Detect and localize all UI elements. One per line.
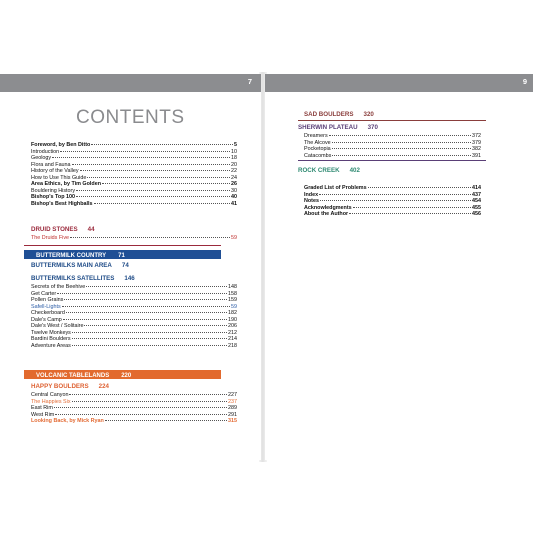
toc-entry-page: 24 [231, 174, 237, 181]
dot-leader [319, 194, 471, 195]
section-name: BUTTERMILK COUNTRY [36, 253, 107, 260]
toc-entry-title: The Druids Five [31, 235, 70, 241]
toc-entry-page: 237 [228, 398, 237, 405]
dot-leader [55, 414, 227, 415]
toc-entry-page: 289 [228, 405, 237, 411]
toc-entry-page: 40 [231, 194, 237, 200]
section-divider [298, 160, 486, 161]
toc-entry [31, 201, 237, 208]
dot-leader [54, 407, 227, 408]
right-page [265, 74, 533, 460]
section-heading-druid-stones [31, 226, 95, 233]
toc-entry-title: Notes [304, 198, 319, 204]
toc-entry-page: 379 [472, 139, 481, 146]
dot-leader [76, 196, 230, 197]
section-page: 370 [367, 124, 378, 131]
section-name: SAD BOULDERS [304, 111, 354, 118]
section-heading-buttermilks-main [31, 262, 129, 269]
section-name: SHERWIN PLATEAU [298, 124, 358, 131]
toc-entry-title: The Happies Six [31, 398, 71, 405]
toc-entry-title: The Alcove [304, 139, 331, 146]
toc-entry-title: Dale's Camp [31, 316, 62, 323]
dot-leader [69, 394, 227, 395]
toc-entry-page: 455 [472, 204, 481, 211]
toc-entry-page: 5 [234, 142, 237, 148]
toc-entry-title: Geology [31, 155, 52, 161]
section-page: 220 [121, 373, 132, 380]
toc-entry-page: 391 [472, 152, 481, 159]
toc-entry-title: Index [304, 191, 319, 198]
dot-leader [66, 312, 227, 313]
section-divider [24, 245, 221, 246]
toc-entry-title: Bouldering History [31, 187, 76, 194]
dot-leader [80, 170, 230, 171]
toc-entry-title: Central Canyon [31, 392, 69, 398]
dot-leader [72, 164, 230, 165]
toc-entry-title: Looking Back, by Mick Ryan [31, 418, 104, 424]
dot-leader [63, 319, 227, 320]
toc-entry-title: Adventure Areas [31, 342, 71, 349]
toc-entry-title: How to Use This Guide [31, 174, 87, 181]
toc-entry-page: 372 [472, 133, 481, 139]
toc-entry-title: History of the Valley [31, 168, 79, 174]
toc-entry-title: Pocketopia [304, 146, 331, 152]
dot-leader [87, 177, 230, 178]
dot-leader [105, 420, 227, 421]
toc-entry-title: Pollen Grains [31, 297, 64, 303]
toc-entry-page: 437 [472, 191, 481, 198]
toc-entry-title: Get Carter [31, 290, 57, 297]
sherwin-toc-list [304, 133, 481, 159]
toc-entry-page: 41 [231, 200, 237, 207]
section-name: VOLCANIC TABLELANDS [36, 373, 110, 380]
toc-entry-page: 22 [231, 168, 237, 174]
toc-entry [31, 343, 237, 350]
toc-entry-page: 414 [472, 185, 481, 191]
toc-entry-title: Acknowledgments [304, 204, 352, 211]
toc-entry-page: 206 [228, 323, 237, 329]
back-matter-toc-list [304, 185, 481, 218]
toc-entry-page: 190 [228, 316, 237, 323]
toc-entry-title: Flora and Fauna [31, 161, 71, 168]
dot-leader [353, 207, 471, 208]
toc-entry-page: 218 [228, 342, 237, 349]
dot-leader [332, 148, 471, 149]
toc-entry-title: Checkerboard [31, 310, 65, 316]
section-page: 402 [349, 167, 360, 174]
section-name: HAPPY BOULDERS [31, 383, 89, 390]
toc-entry-title: Area Ethics, by Tim Golden [31, 181, 101, 187]
toc-entry-title: Bishop's Top 100 [31, 194, 76, 200]
toc-entry-page: 148 [228, 284, 237, 290]
dot-leader [72, 345, 227, 346]
toc-entry-title: Twelve Monkeys [31, 329, 71, 336]
dot-leader [102, 183, 230, 184]
page-header-bar [265, 74, 533, 92]
toc-entry-page: 59 [231, 235, 237, 241]
section-page: 146 [124, 275, 135, 282]
section-heading-sherwin-plateau [298, 124, 378, 131]
dot-leader [84, 325, 227, 326]
dot-leader [349, 213, 471, 214]
toc-entry-title: Introduction [31, 148, 60, 155]
page-header-bar [0, 74, 261, 92]
section-page: 44 [87, 226, 95, 233]
dot-leader [86, 286, 227, 287]
dot-leader [94, 203, 231, 204]
toc-entry [304, 211, 481, 218]
toc-entry-title: Graded List of Problems [304, 185, 367, 191]
dot-leader [76, 190, 230, 191]
section-name: BUTTERMILKS SATELLITES [31, 275, 115, 282]
toc-entry-title: Dreamers [304, 133, 328, 139]
section-page: 224 [98, 383, 109, 390]
happy-toc-list [31, 392, 237, 425]
dot-leader [52, 157, 230, 158]
dot-leader [72, 401, 227, 402]
dot-leader [332, 155, 471, 156]
dot-leader [320, 200, 471, 201]
section-heading-buttermilks-satellites [31, 275, 135, 282]
toc-entry-title: About the Author [304, 211, 349, 217]
toc-entry-title: Catacombs [304, 152, 332, 159]
dot-leader [57, 293, 227, 294]
toc-entry-page: 30 [231, 187, 237, 194]
toc-entry-page: 10 [231, 148, 237, 155]
page-number: 9 [522, 77, 527, 86]
toc-entry-page: 158 [228, 290, 237, 297]
toc-entry-page: 212 [228, 329, 237, 336]
toc-entry-page: 456 [472, 211, 481, 217]
section-bar-buttermilk-country [24, 250, 221, 259]
toc-entry-title: Dale's West / Solitaire [31, 323, 84, 329]
toc-entry-title: Safell-Lights [31, 303, 61, 310]
druid-toc-list [31, 235, 237, 242]
left-page [0, 74, 261, 460]
section-divider [298, 120, 486, 121]
toc-entry-page: 214 [228, 336, 237, 342]
dot-leader [368, 187, 471, 188]
toc-entry-title: East Rim [31, 405, 53, 411]
dot-leader [72, 338, 227, 339]
toc-entry-page: 315 [228, 418, 237, 424]
toc-entry-page: 291 [228, 411, 237, 418]
page-number: 7 [247, 77, 252, 86]
toc-entry-page: 18 [231, 155, 237, 161]
contents-title: CONTENTS [76, 107, 185, 128]
section-heading-sad-boulders [304, 111, 374, 118]
dot-leader [60, 151, 230, 152]
dot-leader [329, 135, 471, 136]
dot-leader [70, 237, 230, 238]
toc-entry-page: 20 [231, 161, 237, 168]
dot-leader [64, 299, 227, 300]
toc-entry [31, 235, 237, 242]
section-heading-rock-creek [298, 167, 360, 174]
toc-entry-title: Bishop's Best Highballs [31, 200, 93, 207]
dot-leader [72, 332, 227, 333]
section-name: ROCK CREEK [298, 167, 340, 174]
satellites-toc-list [31, 284, 237, 349]
toc-entry-title: Bardini Boulders [31, 336, 71, 342]
section-page: 320 [363, 111, 374, 118]
dot-leader [62, 306, 230, 307]
toc-entry-page: 26 [231, 181, 237, 187]
toc-entry-page: 59 [231, 303, 237, 310]
dot-leader [91, 144, 233, 145]
toc-entry-page: 382 [472, 146, 481, 152]
toc-entry-page: 159 [228, 297, 237, 303]
toc-entry-page: 227 [228, 392, 237, 398]
section-page: 74 [121, 262, 129, 269]
toc-entry-page: 454 [472, 198, 481, 204]
toc-entry-title: Secrets of the Beehive [31, 284, 86, 290]
toc-entry-title: Foreword, by Ben Ditto [31, 142, 91, 148]
section-name: BUTTERMILKS MAIN AREA [31, 262, 112, 269]
toc-entry-page: 182 [228, 310, 237, 316]
toc-entry [31, 418, 237, 425]
toc-entry [304, 153, 481, 160]
section-heading-happy-boulders [31, 383, 109, 390]
section-bar-volcanic-tablelands [24, 370, 221, 379]
section-page: 71 [118, 253, 125, 260]
dot-leader [332, 142, 471, 143]
intro-toc-list [31, 142, 237, 207]
section-name: DRUID STONES [31, 226, 78, 233]
toc-entry-title: West Rim [31, 411, 55, 418]
